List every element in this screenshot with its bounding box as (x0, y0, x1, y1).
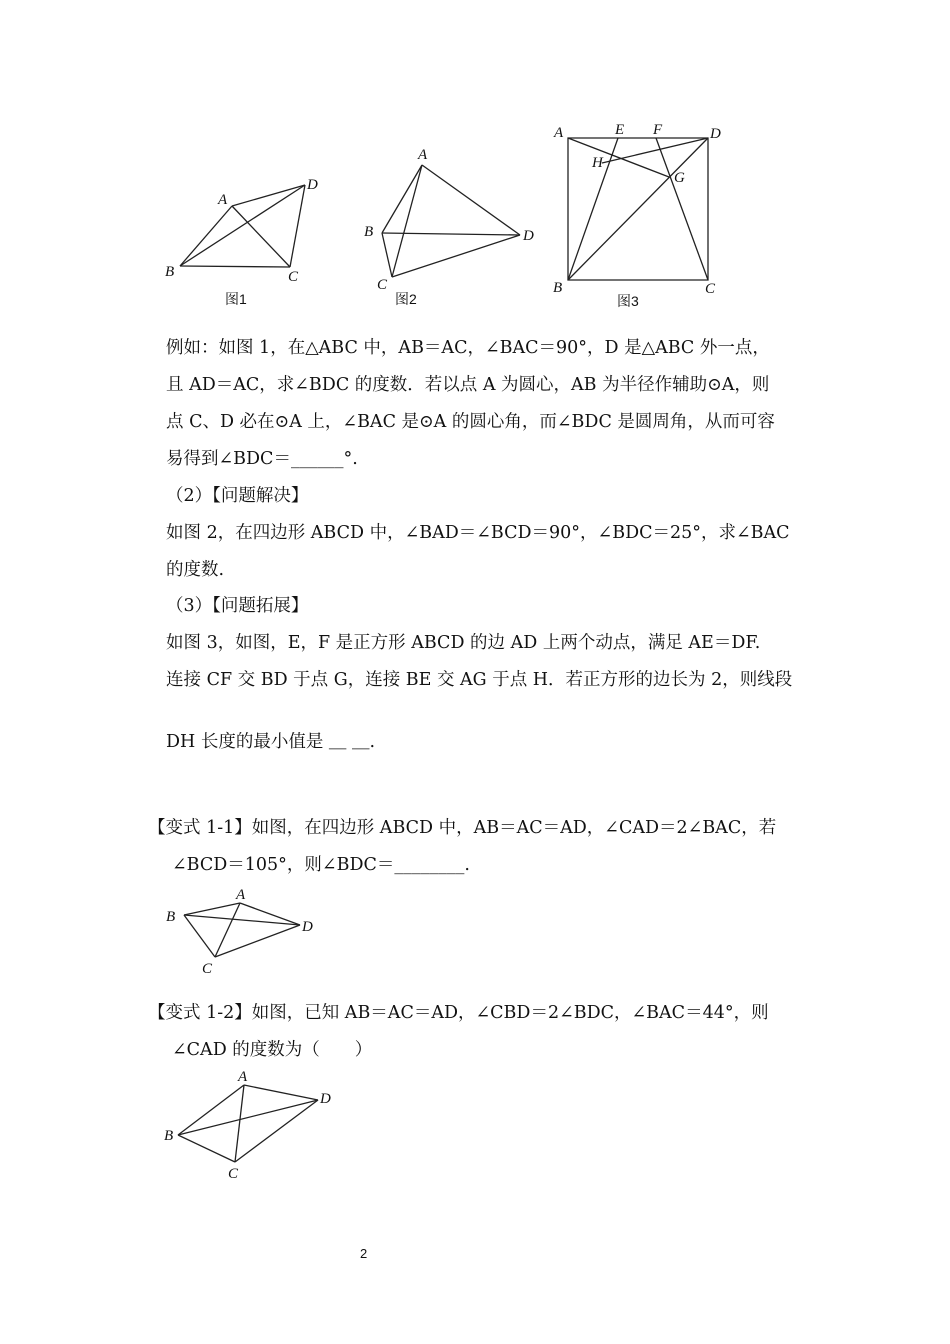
variant-1-1-diagram (160, 885, 330, 980)
paragraph-line-6: 的度数. (166, 560, 225, 580)
label-B: B (166, 909, 176, 925)
paragraph-line-9: DH 长度的最小值是 ＿ ＿. (166, 732, 376, 752)
variant-1-1-line-2: ∠BCD＝105°，则∠BDC＝________. (172, 855, 470, 875)
label-B: B (364, 224, 374, 240)
label-B: B (553, 280, 563, 296)
figure-3-diagram (550, 120, 730, 300)
label-D: D (710, 126, 721, 142)
label-E: E (615, 122, 625, 138)
figure-1 (160, 170, 340, 285)
paragraph-line-2: 且 AD＝AC，求∠BDC 的度数．若以点 A 为圆心，AB 为半径作辅助⊙A，则 (166, 375, 770, 395)
label-D: D (320, 1091, 331, 1107)
paragraph-line-5: 如图 2，在四边形 ABCD 中，∠BAD＝∠BCD＝90°，∠BDC＝25°，求∠BAC (166, 523, 790, 543)
variant-1-2-diagram (160, 1068, 350, 1188)
label-A: A (238, 1069, 248, 1085)
section-3-title: （3）【问题拓展】 (166, 596, 309, 616)
label-D: D (302, 919, 313, 935)
variant-1-2-line-2: ∠CAD 的度数为（ ） (172, 1040, 373, 1060)
label-H: H (592, 155, 603, 171)
label-A: A (236, 887, 246, 903)
paragraph-line-8: 连接 CF 交 BD 于点 G，连接 BE 交 AG 于点 H．若正方形的边长为 2，则线段 (166, 670, 793, 690)
label-F: F (653, 122, 663, 138)
variant-1-2-line-1: 【变式 1-2】如图，已知 AB＝AC＝AD，∠CBD＝2∠BDC，∠BAC＝44°，则 (148, 1003, 769, 1023)
figure-2-caption: 图2 (395, 291, 417, 307)
label-B: B (164, 1128, 174, 1144)
figure-1-diagram (160, 170, 340, 285)
section-2-title: （2）【问题解决】 (166, 486, 309, 506)
paragraph-line-3: 点 C、D 必在⊙A 上，∠BAC 是⊙A 的圆心角，而∠BDC 是圆周角，从而可容 (166, 412, 775, 432)
label-C: C (705, 281, 716, 297)
figure-variant-1-1 (160, 885, 330, 980)
page-number: 2 (360, 1246, 368, 1261)
label-C: C (228, 1166, 239, 1182)
figure-variant-1-2 (160, 1068, 350, 1188)
figure-3 (550, 120, 730, 300)
label-C: C (288, 269, 299, 285)
paragraph-line-4: 易得到∠BDC＝______°. (166, 449, 358, 469)
variant-1-1-line-1: 【变式 1-1】如图，在四边形 ABCD 中，AB＝AC＝AD，∠CAD＝2∠BAC，若 (148, 818, 777, 838)
label-C: C (377, 277, 388, 293)
figure-2 (360, 145, 540, 295)
figure-3-caption: 图3 (617, 293, 639, 309)
paragraph-line-1: 例如：如图 1，在△ABC 中，AB＝AC，∠BAC＝90°，D 是△ABC 外一点， (166, 338, 770, 358)
label-A: A (418, 147, 428, 163)
label-B: B (165, 264, 175, 280)
figure-2-diagram (360, 145, 540, 295)
paragraph-line-7: 如图 3，如图，E，F 是正方形 ABCD 的边 AD 上两个动点，满足 AE＝DF. (166, 633, 761, 653)
label-A: A (218, 192, 228, 208)
label-A: A (554, 125, 564, 141)
figure-1-caption: 图1 (225, 291, 247, 307)
label-C: C (202, 961, 213, 977)
label-D: D (307, 177, 318, 193)
label-D: D (523, 228, 534, 244)
label-G: G (674, 170, 685, 186)
